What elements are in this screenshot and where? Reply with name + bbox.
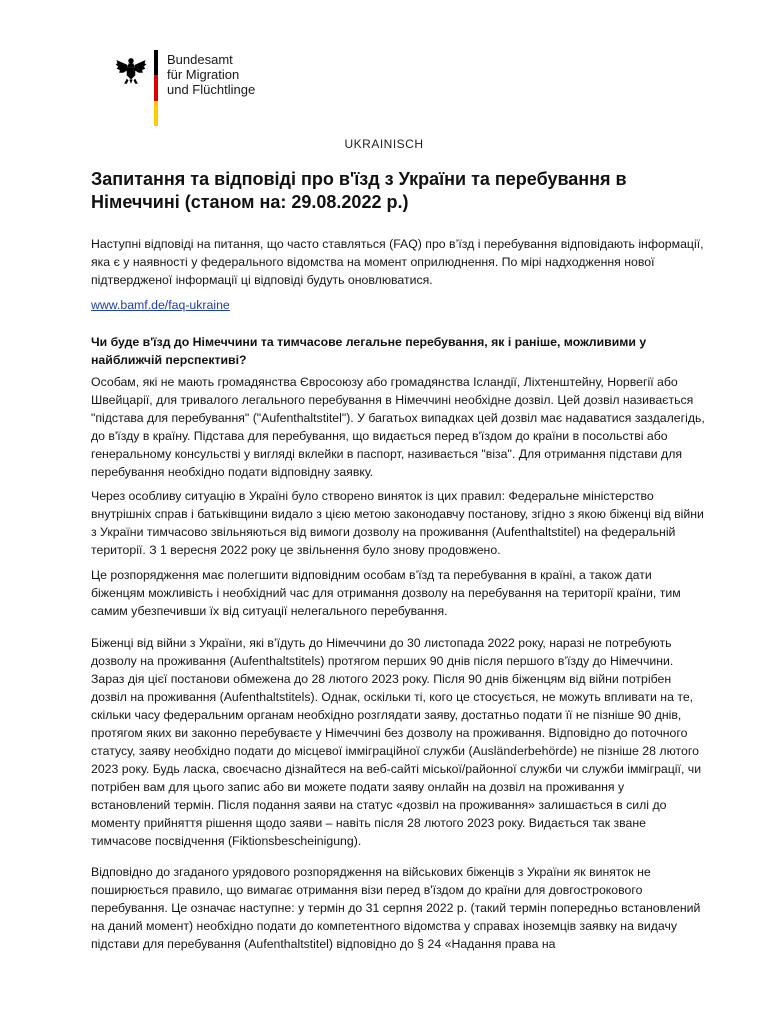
intro-paragraph: Наступні відповіді на питання, що часто ставляться (FAQ) про в’їзд і перебування відповідають інформації, яка є у наявності у федерального відомства на момент оприлюднення. По мірі надходження нової підтвердженої інформації ці відповіді будуть оновлюватися.	[91, 237, 704, 287]
body-paragraph-5: Відповідно до згаданого урядового розпорядження на військових біженців з України як виняток не поширюється правило, що вимагає отримання візи перед в'їздом до країни для довгострокового перебування. Це означає наступне: у термін до 31 серпня 2022 р. (такий термін попередньо встановлений на даний момент) необхідно подати до компетентного відомства у справах іноземців заявку на видачу підстави для перебування (Aufenthaltstitel) відповідно до § 24 «Надання права на	[91, 865, 701, 951]
agency-name-line-3: und Flüchtlinge	[167, 82, 256, 97]
agency-name-line-1: Bundesamt	[167, 52, 233, 67]
agency-logo	[114, 50, 255, 130]
document-title: Запитання та відповіді про в'їзд з України та перебування в Німеччині (станом на: 29.08.2022 р.)	[91, 169, 627, 212]
question-heading: Чи буде в'їзд до Німеччини та тимчасове легальне перебування, як і раніше, можливими у найближчій перспективі?	[91, 335, 647, 367]
body-paragraph-4: Біженці від війни з України, які в’їдуть до Німеччини до 30 листопада 2022 року, наразі не потребують дозволу на проживання (Aufenthaltstitels) протягом перших 90 днів після першого в’їзду до Німеччини. Зараз дія цієї постанови обмежена до 28 лютого 2023 року. Після 90 днів біженцям від війни потрібен дозвіл на проживання (Aufenthaltstitels). Однак, оскільки ті, кого це стосується, не можуть впливати на те, скільки часу федеральним органам необхідно розглядати заяву, достатньо подати її не пізніше 90 днів, протягом яких ви законно перебуваєте у Німеччині без дозволу на проживання. Відповідно до поточного статусу, заяву необхідно подати до місцевої імміграційної служби (Ausländerbehörde) не пізніше 28 лютого 2023 року. Будь ласка, своєчасно дізнайтеся на веб-сайті міської/районної служби чи служби імміграції, чи потрібен вам для цього запис або ви можете подати заяву онлайн на дозвіл на проживання у встановлений термін. Після подання заяви на статус «дозвіл на проживання» залишається в силі до моменту прийняття рішення щодо заяви – навіть після 28 лютого 2023 року. Видається так зване тимчасове посвідчення (Fiktionsbescheinigung).	[91, 636, 702, 848]
faq-link[interactable]: www.bamf.de/faq-ukraine	[91, 298, 230, 312]
body-paragraph-2: Через особливу ситуацію в Україні було створено виняток із цих правил: Федеральне міністерство внутрішніх справ і батьківщини видало з цією метою законодавчу постанову, згідно з якою біженці від війни з України тимчасово звільняються від вимоги дозволу на проживання (Aufenthaltstitel) на федеральній території. З 1 вересня 2022 року це звільнення було знову продовжено.	[91, 489, 704, 557]
federal-eagle-icon	[114, 54, 148, 88]
body-paragraph-1: Особам, які не мають громадянства Євросоюзу або громадянства Ісландії, Ліхтенштейну, Норвегії або Швейцарії, для тривалого легального перебування в Німеччині необхідне дозвіл. Цей дозвіл називається "підстава для перебування" ("Aufenthaltstitel"). У багатьох випадках цей дозвіл має надаватися заздалегідь, до в'їзду в країну. Підстава для перебування, що видається перед в'їздом до країни в посольстві або генеральному консульстві у вигляді вклейки в паспорт, називається "віза". Для отримання підстави для перебування необхідно подати відповідну заявку.	[91, 375, 705, 479]
agency-name-line-2: für Migration	[167, 67, 240, 82]
body-paragraph-3: Це розпорядження має полегшити відповідним особам в’їзд та перебування в країні, а також дати біженцям можливість і необхідний час для отримання дозволу на перебування на території країни, тим самим убезпечивши їх від ситуації нелегального перебування.	[91, 568, 681, 618]
german-flag-bar	[154, 50, 158, 126]
language-label: UKRAINISCH	[344, 137, 424, 151]
agency-name	[167, 52, 255, 97]
